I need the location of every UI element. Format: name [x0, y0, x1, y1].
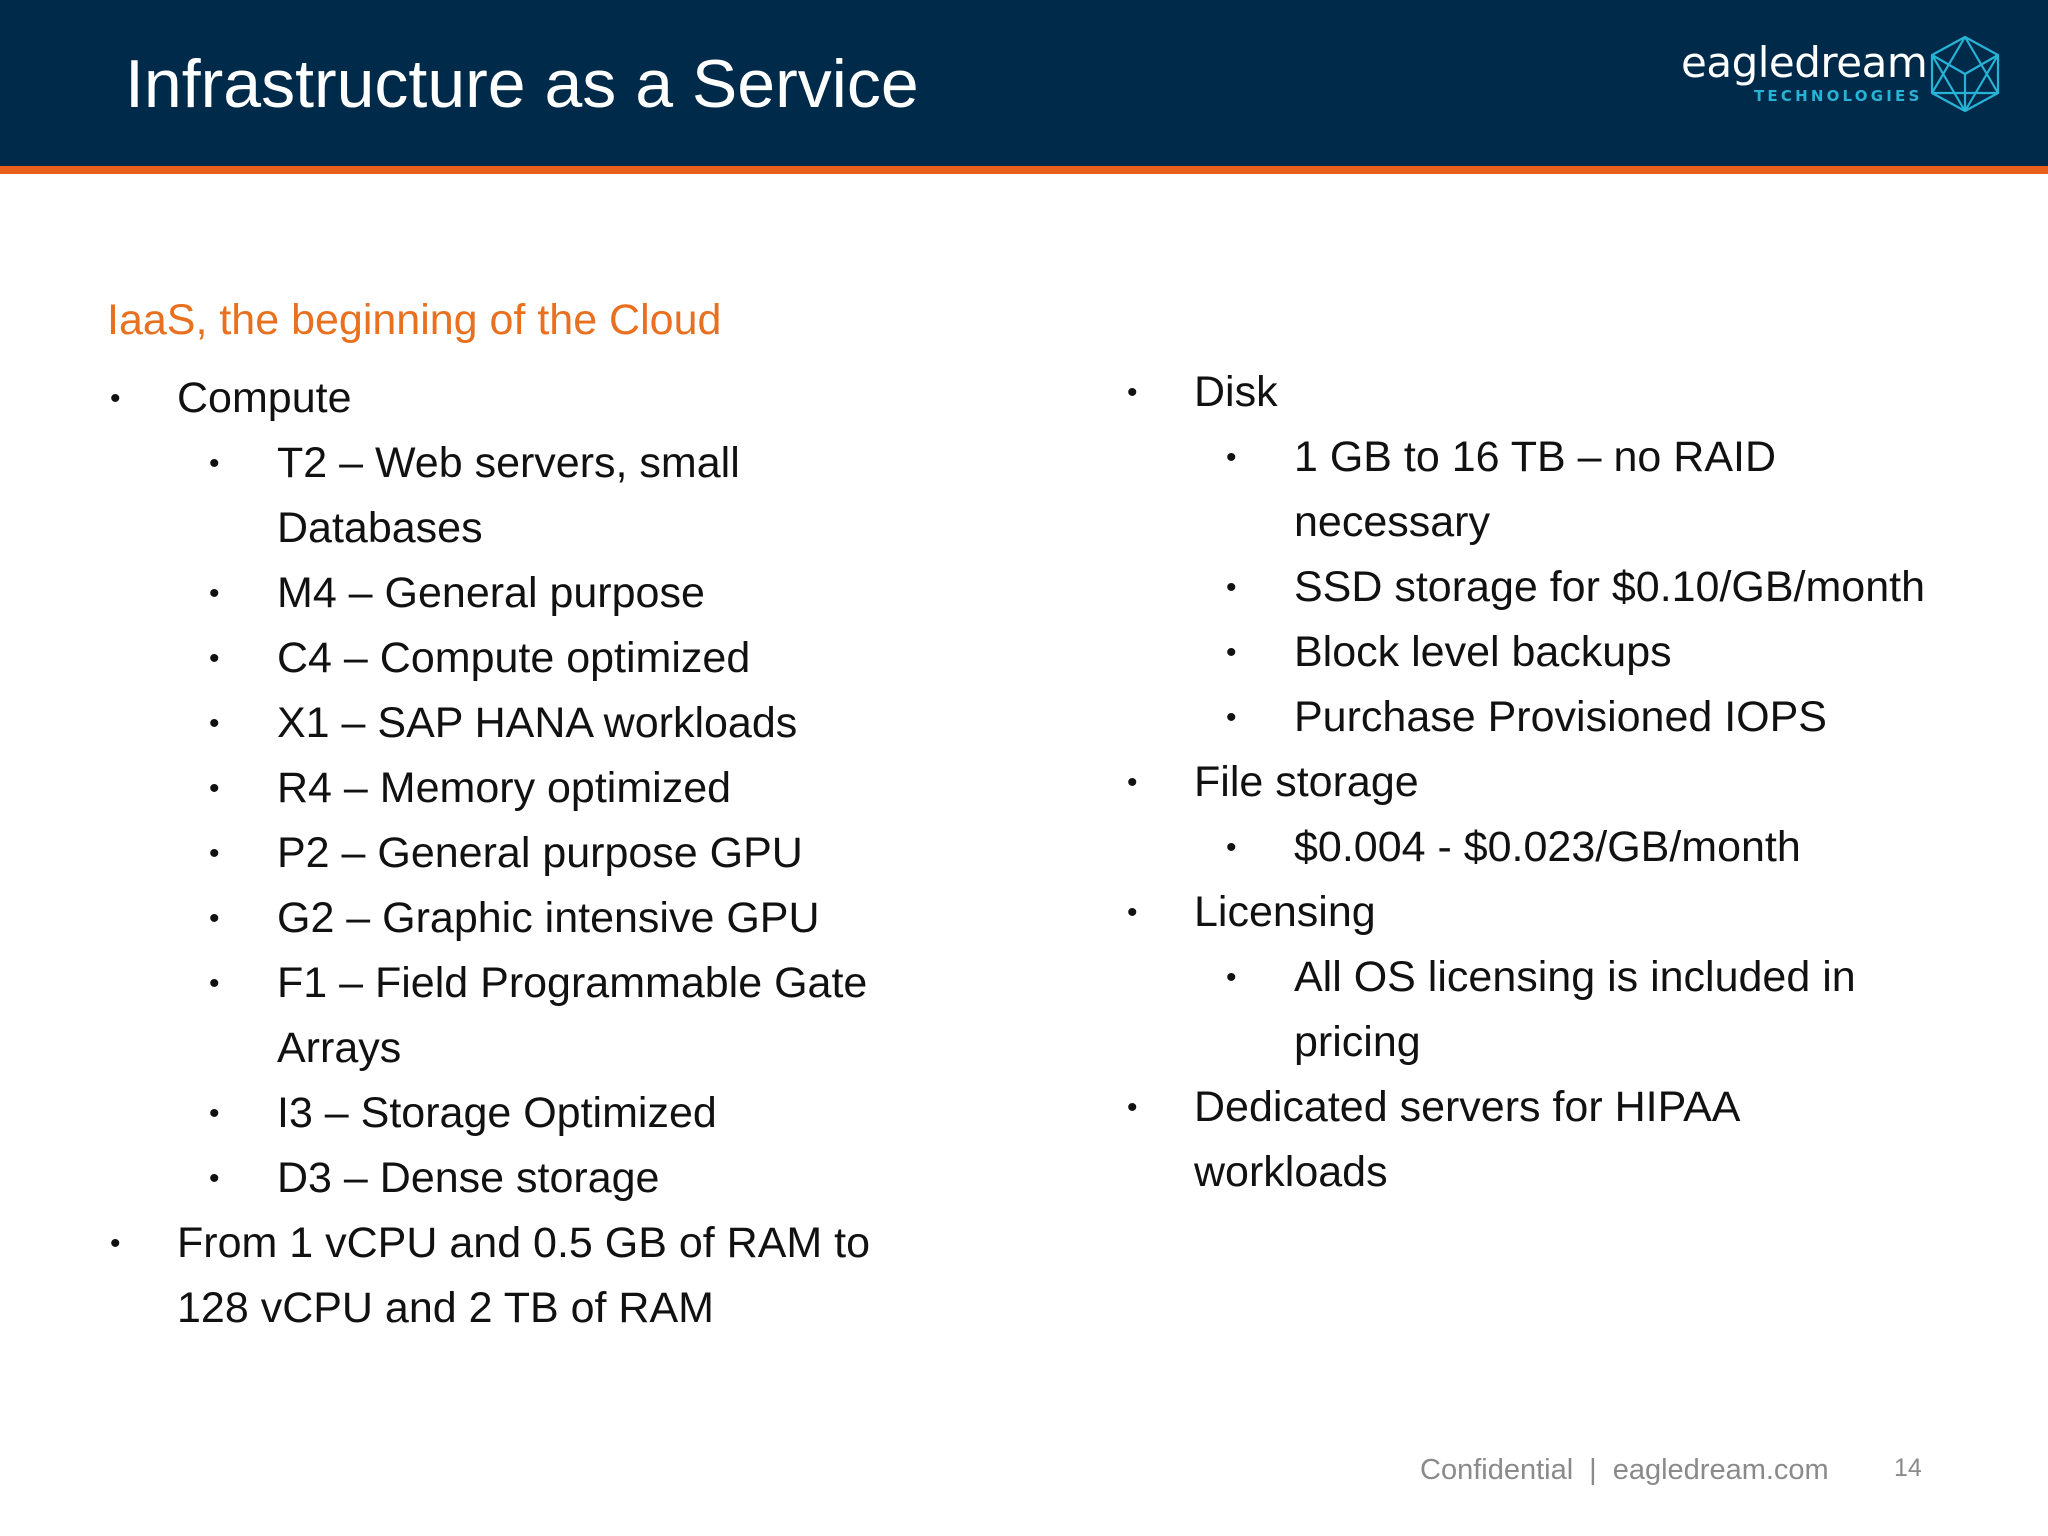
- logo-geodesic-icon: [1925, 34, 2005, 114]
- list-item-continuation: Arrays: [277, 1024, 402, 1072]
- bullet-icon: •: [209, 1162, 220, 1195]
- logo-tagline: TECHNOLOGIES: [1754, 87, 1923, 105]
- list-item: • Purchase Provisioned IOPS: [1124, 685, 2004, 750]
- list-item: • File storage: [1124, 750, 2004, 815]
- list-item-continuation: Databases: [277, 504, 483, 552]
- list-item: • C4 – Compute optimized: [107, 626, 1007, 691]
- list-item-continuation: necessary: [1294, 498, 1490, 546]
- bullet-icon: •: [209, 1097, 220, 1130]
- list-item: • 1 GB to 16 TB – no RAID: [1124, 425, 2004, 490]
- bullet-icon: •: [1226, 701, 1237, 734]
- bullet-icon: •: [1127, 376, 1138, 409]
- list-item: • Block level backups: [1124, 620, 2004, 685]
- bullet-icon: •: [209, 707, 220, 740]
- company-logo: [1675, 34, 2005, 114]
- left-bullet-list: [107, 366, 1007, 1341]
- list-item: • Licensing: [1124, 880, 2004, 945]
- bullet-icon: •: [209, 967, 220, 1000]
- list-item-continuation: workloads: [1194, 1148, 1388, 1196]
- bullet-icon: •: [209, 902, 220, 935]
- bullet-icon: •: [209, 447, 220, 480]
- page-number: 14: [1894, 1454, 1922, 1482]
- bullet-icon: •: [110, 1227, 121, 1260]
- list-item: • All OS licensing is included in: [1124, 945, 2004, 1010]
- bullet-icon: •: [1226, 636, 1237, 669]
- section-subtitle: IaaS, the beginning of the Cloud: [107, 296, 722, 344]
- list-item: • F1 – Field Programmable Gate: [107, 951, 1007, 1016]
- list-item: • SSD storage for $0.10/GB/month: [1124, 555, 2004, 620]
- bullet-icon: •: [1127, 896, 1138, 929]
- bullet-icon: •: [1127, 1091, 1138, 1124]
- list-item: • $0.004 - $0.023/GB/month: [1124, 815, 2004, 880]
- list-item: • Compute: [107, 366, 1007, 431]
- bullet-icon: •: [1226, 441, 1237, 474]
- slide-footer: [1420, 1450, 1829, 1490]
- bullet-icon: •: [209, 642, 220, 675]
- bullet-icon: •: [209, 577, 220, 610]
- right-bullet-list: [1124, 360, 2004, 1205]
- bullet-icon: •: [209, 837, 220, 870]
- list-item: • Disk: [1124, 360, 2004, 425]
- slide-title: Infrastructure as a Service: [125, 46, 919, 122]
- bullet-icon: •: [110, 382, 121, 415]
- logo-name: eagledream: [1681, 38, 1928, 87]
- list-item: • M4 – General purpose: [107, 561, 1007, 626]
- list-item: • T2 – Web servers, small: [107, 431, 1007, 496]
- confidential-label: Confidential: [1420, 1454, 1574, 1486]
- bullet-icon: •: [209, 772, 220, 805]
- website-label: eagledream.com: [1612, 1454, 1829, 1486]
- list-item: • P2 – General purpose GPU: [107, 821, 1007, 886]
- list-item: • D3 – Dense storage: [107, 1146, 1007, 1211]
- bullet-icon: •: [1226, 571, 1237, 604]
- list-item: • G2 – Graphic intensive GPU: [107, 886, 1007, 951]
- list-item: • R4 – Memory optimized: [107, 756, 1007, 821]
- list-item: • From 1 vCPU and 0.5 GB of RAM to: [107, 1211, 1007, 1276]
- bullet-icon: •: [1226, 961, 1237, 994]
- bullet-icon: •: [1127, 766, 1138, 799]
- list-item-continuation: 128 vCPU and 2 TB of RAM: [177, 1284, 714, 1332]
- bullet-icon: •: [1226, 831, 1237, 864]
- list-item: • X1 – SAP HANA workloads: [107, 691, 1007, 756]
- list-item-continuation: pricing: [1294, 1018, 1421, 1066]
- list-item: • Dedicated servers for HIPAA: [1124, 1075, 2004, 1140]
- footer-separator: |: [1589, 1454, 1597, 1486]
- list-item: • I3 – Storage Optimized: [107, 1081, 1007, 1146]
- slide-header: [0, 0, 2048, 174]
